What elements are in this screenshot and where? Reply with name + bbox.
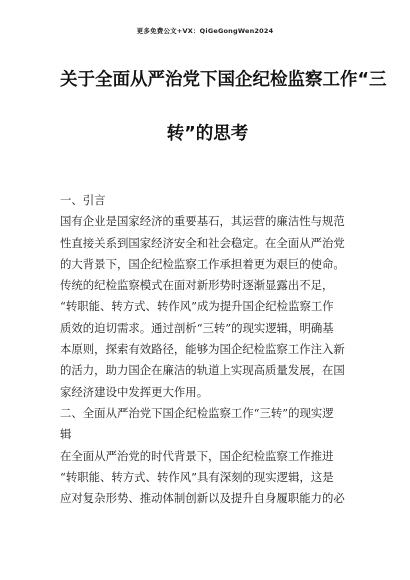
section-heading-logic: 二、全面从严治党下国企纪检监察工作“三转”的现实逻 — [60, 405, 334, 420]
body-text-line: 的大背景下，国企纪检监察工作承担着更为艰巨的使命。 — [60, 256, 345, 271]
document-title-line-2: 转”的思考 — [166, 124, 249, 144]
document-body — [60, 190, 356, 509]
body-text-line: “转职能、转方式、转作风”具有深刻的现实逻辑，这是 — [60, 469, 334, 484]
section-heading-intro: 一、引言 — [60, 193, 106, 207]
body-text-line: 性直接关系到国家经济安全和社会稳定。在全面从严治党 — [60, 235, 345, 250]
body-text-line: 的活力，助力国企在廉洁的轨道上实现高质量发展，在国 — [60, 363, 345, 378]
header-note: 更多免费公文+VX：QiGeGongWen2024 — [136, 27, 274, 35]
body-text-line: 应对复杂形势、推动体制创新以及提升自身履职能力的必 — [60, 491, 345, 506]
body-text-line: 家经济建设中发挥更大作用。 — [60, 384, 209, 399]
body-text-line: 在全面从严治党的时代背景下，国企纪检监察工作推进 — [60, 448, 334, 463]
body-text-line: 本原则，探索有效路径，能够为国企纪检监察工作注入新 — [60, 342, 345, 357]
section-heading-logic-continued: 辑 — [60, 427, 72, 442]
body-text-line: “转职能、转方式、转作风”成为提升国企纪检监察工作 — [60, 299, 334, 314]
body-text-line: 传统的纪检监察模式在面对新形势时逐渐显露出不足， — [60, 278, 334, 293]
document-title-line-1: 关于全面从严治党下国企纪检监察工作“三 — [60, 70, 387, 90]
body-text-line: 国有企业是国家经济的重要基石，其运营的廉洁性与规范 — [60, 214, 345, 229]
body-text-line: 质效的迫切需求。通过剖析“三转”的现实逻辑，明确基 — [60, 320, 334, 335]
